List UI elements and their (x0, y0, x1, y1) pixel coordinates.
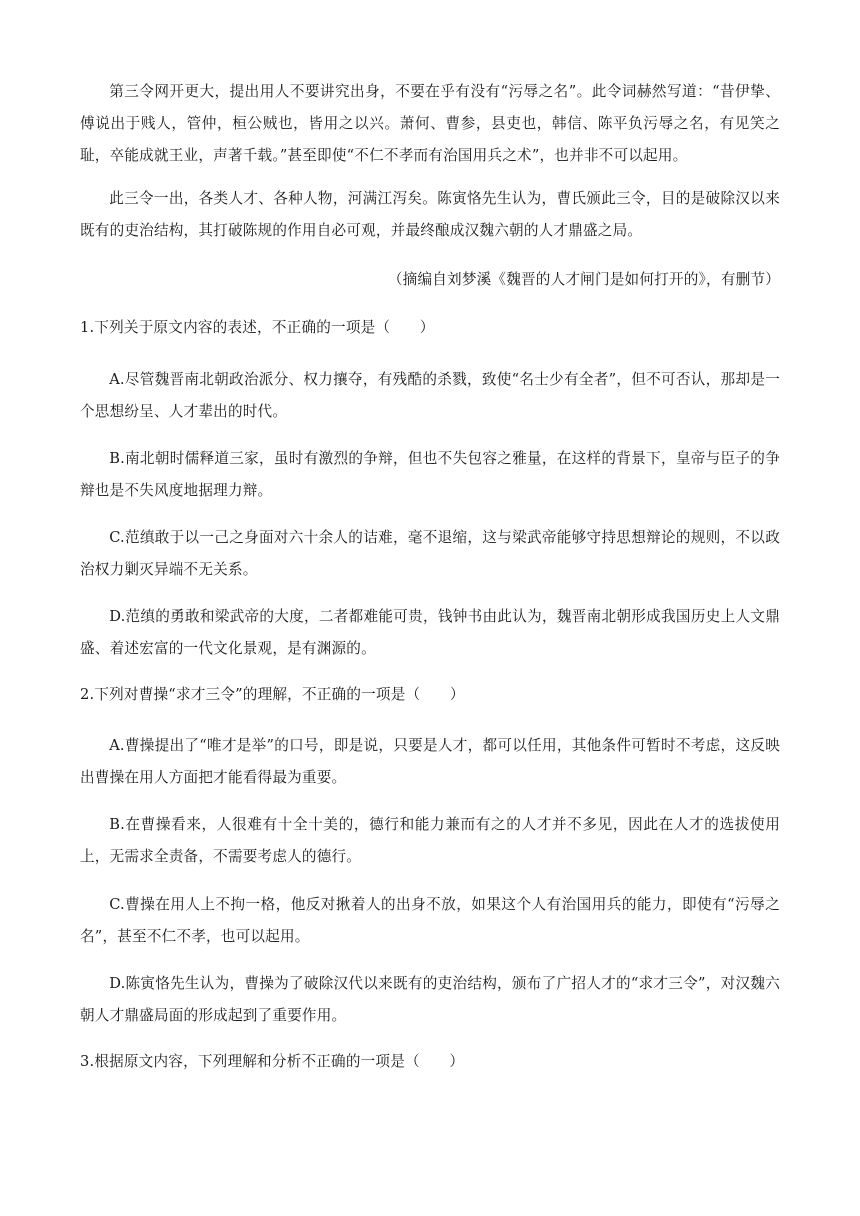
paragraph-text: 此三令一出，各类人才、各种人物，河满江泻矣。陈寅恪先生认为，曹氏颁此三令，目的是破除汉以来既有的吏治结构，其打破陈规的作用自必可观，并最终酿成汉魏六朝的人才鼎盛之局。 (80, 190, 780, 239)
question-1-option-a (80, 364, 780, 428)
question-1-stem (80, 312, 780, 344)
question-2-option-c (80, 889, 780, 953)
option-text: B.南北朝时儒释道三家，虽时有激烈的争辩，但也不失包容之雅量，在这样的背景下，皇帝与臣子的争辩也是不失风度地据理力辩。 (80, 450, 780, 499)
question-2-stem (80, 679, 780, 711)
passage-paragraph-2 (80, 183, 780, 247)
citation-text: （摘编自刘梦溪《魏晋的人才闸门是如何打开的》，有删节） (387, 271, 780, 288)
question-1-option-c (80, 522, 780, 586)
option-text: B.在曹操看来，人很难有十全十美的，德行和能力兼而有之的人才并不多见，因此在人才的选拔使用上，无需求全责备，不需要考虑人的德行。 (80, 816, 780, 865)
question-3-stem (80, 1046, 780, 1078)
option-text: D.陈寅恪先生认为，曹操为了破除汉代以来既有的吏治结构，颁布了广招人才的“求才三令”，对汉魏六朝人才鼎盛局面的形成起到了重要作用。 (80, 975, 780, 1024)
option-text: C.范缜敢于以一己之身面对六十余人的诘难，毫不退缩，这与梁武帝能够守持思想辩论的规则，不以政治权力剿灭异端不无关系。 (80, 529, 780, 578)
question-stem: 1.下列关于原文内容的表述，不正确的一项是（ ） (80, 319, 435, 336)
passage-paragraph-1 (80, 76, 780, 172)
option-text: C.曹操在用人上不拘一格，他反对揪着人的出身不放，如果这个人有治国用兵的能力，即使有“污辱之名”，甚至不仁不孝，也可以起用。 (80, 896, 780, 945)
question-stem: 2.下列对曹操“求才三令”的理解，不正确的一项是（ ） (80, 686, 465, 703)
question-stem: 3.根据原文内容，下列理解和分析不正确的一项是（ ） (80, 1053, 465, 1070)
question-1-option-b (80, 443, 780, 507)
option-text: D.范缜的勇敢和梁武帝的大度，二者都难能可贵，钱钟书由此认为，魏晋南北朝形成我国历史上人文鼎盛、着述宏富的一代文化景观，是有渊源的。 (80, 608, 780, 657)
paragraph-text: 第三令网开更大，提出用人不要讲究出身，不要在乎有没有“污辱之名”。此令词赫然写道：“昔伊挚、傅说出于贱人，管仲，桓公贼也，皆用之以兴。萧何、曹参，县吏也，韩信、陈平负污辱之名，有见笑之耻，卒能成就王业，声著千载。”甚至即使“不仁不孝而有治国用兵之术”，也并非不可以起用。 (80, 83, 780, 164)
question-2-option-b (80, 809, 780, 873)
question-2-option-a (80, 730, 780, 794)
question-1-option-d (80, 601, 780, 665)
option-text: A.曹操提出了“唯才是举”的口号，即是说，只要是人才，都可以任用，其他条件可暂时不考虑，这反映出曹操在用人方面把才能看得最为重要。 (80, 737, 780, 786)
option-text: A.尽管魏晋南北朝政治派分、权力攘夺，有残酷的杀戮，致使“名士少有全者”，但不可否认，那却是一个思想纷呈、人才辈出的时代。 (80, 371, 780, 420)
source-citation (80, 264, 780, 296)
question-2-option-d (80, 968, 780, 1032)
